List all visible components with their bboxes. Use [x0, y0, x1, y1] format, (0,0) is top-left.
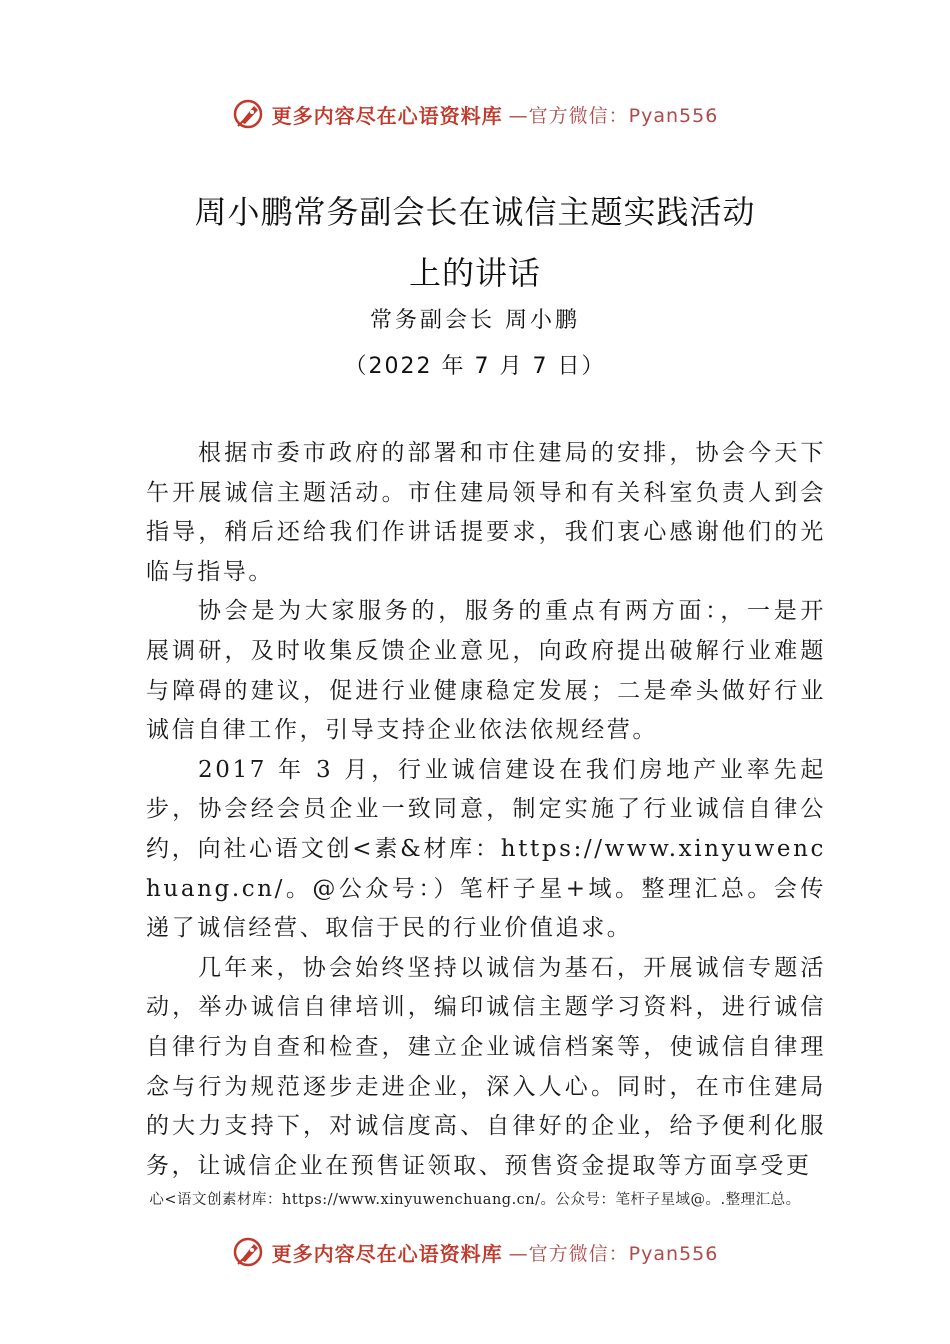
banner-red-text: 更多内容尽在心语资料库 [271, 103, 503, 128]
paragraph: 根据市委市政府的部署和市住建局的安排，协会今天下午开展诚信主题活动。市住建局领导和有关科室负责人到会指导，稍后还给我们作讲话提要求，我们衷心感谢他们的光临与指导。 [146, 440, 826, 585]
pen-nib-logo-icon [232, 97, 266, 131]
banner-wechat-text: —官方微信：Pyan556 [508, 1242, 719, 1265]
top-banner [0, 94, 950, 134]
author-line: 常务副会长 周小鹏 [370, 308, 580, 333]
page-title-line-1: 周小鹏常务副会长在诚信主题实践活动 [194, 193, 756, 231]
banner-wechat-text: —官方微信：Pyan556 [508, 104, 719, 127]
bottom-banner [0, 1232, 950, 1272]
speech-body [146, 434, 826, 1186]
paragraph: 2017 年 3 月，行业诚信建设在我们房地产业率先起步，协会经会员企业一致同意，制定实施了行业诚信自律公约，向社心语文创<素&材库：https://www.xinyuwenchuang.cn/。@公众号：）笔杆子星+域。整理汇总。会传递了诚信经营、取信于民的行业价值追求。 [146, 756, 826, 942]
pen-nib-logo-icon [232, 1235, 266, 1269]
paragraph: 几年来，协会始终坚持以诚信为基石，开展诚信专题活动，举办诚信自律培训，编印诚信主题学习资料，进行诚信自律行为自查和检查，建立企业诚信档案等，使诚信自律理念与行为规范逐步走进企业，深入人心。同时，在市住建局的大力支持下，对诚信度高、自律好的企业，给予便利化服务，让诚信企业在预售证领取、预售资金提取等方面享受更 [146, 954, 826, 1179]
paragraph: 协会是为大家服务的，服务的重点有两方面：，一是开展调研，及时收集反馈企业意见，向政府提出破解行业难题与障碍的建议，促进行业健康稳定发展；二是牵头做好行业诚信自律工作，引导支持企业依法依规经营。 [146, 598, 826, 744]
banner-red-text: 更多内容尽在心语资料库 [271, 1241, 503, 1266]
date-line: （2022 年 7 月 7 日） [344, 354, 606, 379]
footer-source-note: 心<语文创素材库：https://www.xinyuwenchuang.cn/。公众号：笔杆子星域@。.整理汇总。 [149, 1192, 801, 1208]
page-title-line-2: 上的讲话 [408, 254, 541, 292]
